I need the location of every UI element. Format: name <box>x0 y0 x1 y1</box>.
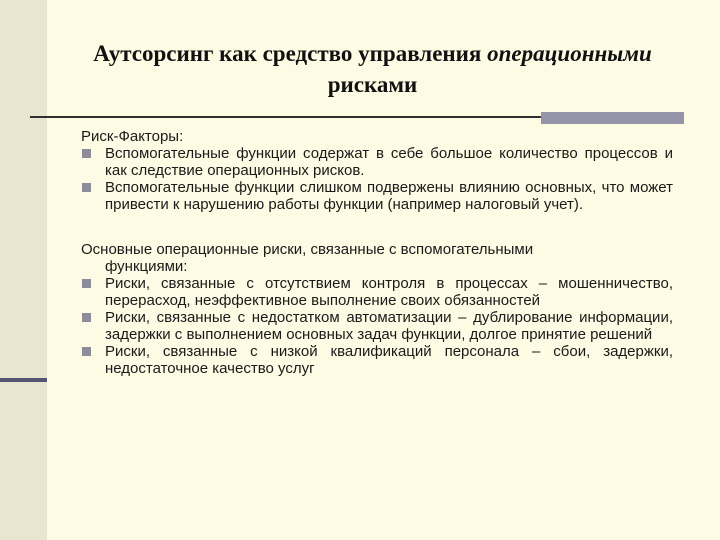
title-accent-block <box>541 112 684 124</box>
slide-title <box>60 38 685 100</box>
left-decorative-band <box>0 0 47 540</box>
square-bullet-icon <box>82 347 91 356</box>
list-item <box>81 179 673 213</box>
square-bullet-icon <box>82 149 91 158</box>
list-item <box>81 309 673 343</box>
list-item-text: Вспомогательные функции слишком подвержены влиянию основных, что может привести к нарушению работы функции (например налоговый учет). <box>105 179 673 213</box>
title-part1: Аутсорсинг как средство управления <box>93 41 488 66</box>
square-bullet-icon <box>82 279 91 288</box>
list-item-text: Риски, связанные с низкой квалификаций персонала – сбои, задержки, недостаточное качество услуг <box>105 343 673 377</box>
list-item-text: Риски, связанные с недостатком автоматизации – дублирование информации, задержки с выполнением основных задач функции, долгое принятие решений <box>105 309 673 343</box>
list-item-text: Вспомогательные функции содержат в себе большое количество процессов и как следствие операционных рисков. <box>105 145 673 179</box>
list-item <box>81 343 673 377</box>
list-item-text: Риски, связанные с отсутствием контроля в процессах – мошенничество, перерасход, неэффективное выполнение своих обязанностей <box>105 275 673 309</box>
risk-factors-heading: Риск-Факторы: <box>81 128 184 145</box>
list-item <box>81 275 673 309</box>
square-bullet-icon <box>82 313 91 322</box>
slide-body <box>81 128 673 377</box>
square-bullet-icon <box>82 183 91 192</box>
list-item <box>81 145 673 179</box>
title-part2: рисками <box>327 72 418 97</box>
operational-risks-heading <box>81 241 673 275</box>
operational-risks-heading-line1: Основные операционные риски, связанные с вспомогательными <box>81 241 534 258</box>
title-accent: операционными <box>487 41 652 66</box>
left-accent-rule <box>0 378 47 382</box>
operational-risks-heading-line2: функциями: <box>105 258 188 275</box>
